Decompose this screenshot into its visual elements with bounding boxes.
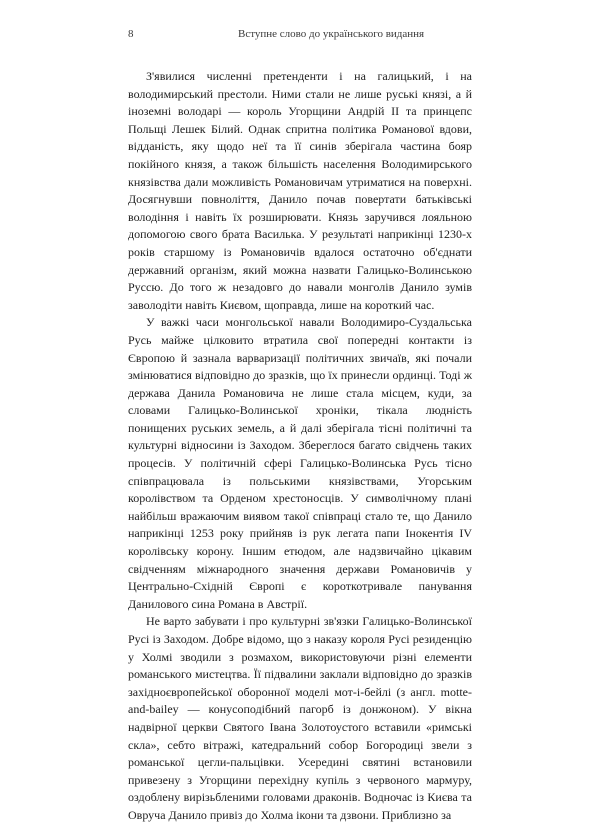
paragraph: У важкі часи монгольської навали Володимиро-Суздальська Русь майже цілковито втратила свої попередні контакти із Європою й зазнала варваризації політичних звичаїв, які почали змінюватися відповідно до зразків, що їх принесли ординці. Тоді ж держава Данила Романовича не лише стала місцем, куди, за словами Галицько-Волинської хроніки, тікала людність понищених руських земель, а й далі зберігала тісні політичні та культурні відносини із Заходом. Збереглося багато свідчень таких процесів. У політичній сфері Галицько-Волинська Русь тісно співпрацювала із польськими князівствами, Угорським королівством та Орденом хрестоносців. У символічному плані найбільш вражаючим виявом такої співпраці стало те, що Данило наприкінці 1253 року прийняв із рук легата папи Інокентія IV королівську корону. Іншим етюдом, але надзвичайно цікавим свідченням міжнародного значення держави Романовичів у Центрально-Східній Європі є короткотривале панування Данилового сина Романа в Австрії. bbox=[128, 315, 472, 611]
paragraph: Не варто забувати і про культурні зв'язки Галицько-Волинської Русі із Заходом. Добре відомо, що з наказу короля Русі резиденцію у Холмі зводили з розмахом, використовуючи різні елементи романського мистецтва. Її підвалини заклали відповідно до зразків західноєвропейської оборонної моделі мот-і-бейлі (з англ. motte-and-bailey — конусоподібний пагорб із донжоном). У вікна надвірної церкви Святого Івана Золотоустого вставили «римські скла», себто вітражі, катедральний собор Богородиці звели з романської цегли-пальцівки. Усередині святині встановили привезену з Угорщини перехідну купіль з червоного мармуру, оздоблену вирізьбленими головами драконів. Водночас із Києва та Овруча Данило привіз до Холма ікони та дзвони. Приблизно за bbox=[128, 614, 472, 822]
page-header bbox=[128, 28, 472, 44]
page-body bbox=[128, 68, 472, 825]
running-head: Вступне слово до українського видання bbox=[238, 28, 425, 40]
page-number: 8 bbox=[128, 28, 134, 40]
paragraph: З'явилися численні претенденти і на галицький, і на володимирський престоли. Ними стали не лише руські князі, а й іноземні володарі — король Угорщини Андрій II та принцепс Польщі Лешек Білий. Однак спритна політика Романової вдови, відданість, яку щодо неї та її синів зберігала частина бояр покійного князя, а також більшість населення Володимирського князівства дали можливість Романовичам утриматися на поверхні. Досягнувши повноліття, Данило почав повертати батьківські володіння і навіть їх розширювати. Князь заручився лояльною допомогою свого брата Василька. У результаті наприкінці 1230-х років старшому із Романовичів вдалося остаточно об'єднати державний організм, який можна назвати Галицько-Волинською Руссю. До того ж незадовго до навали монголів Данило зумів заволодіти навіть Києвом, щоправда, лише на короткий час. bbox=[128, 69, 472, 312]
